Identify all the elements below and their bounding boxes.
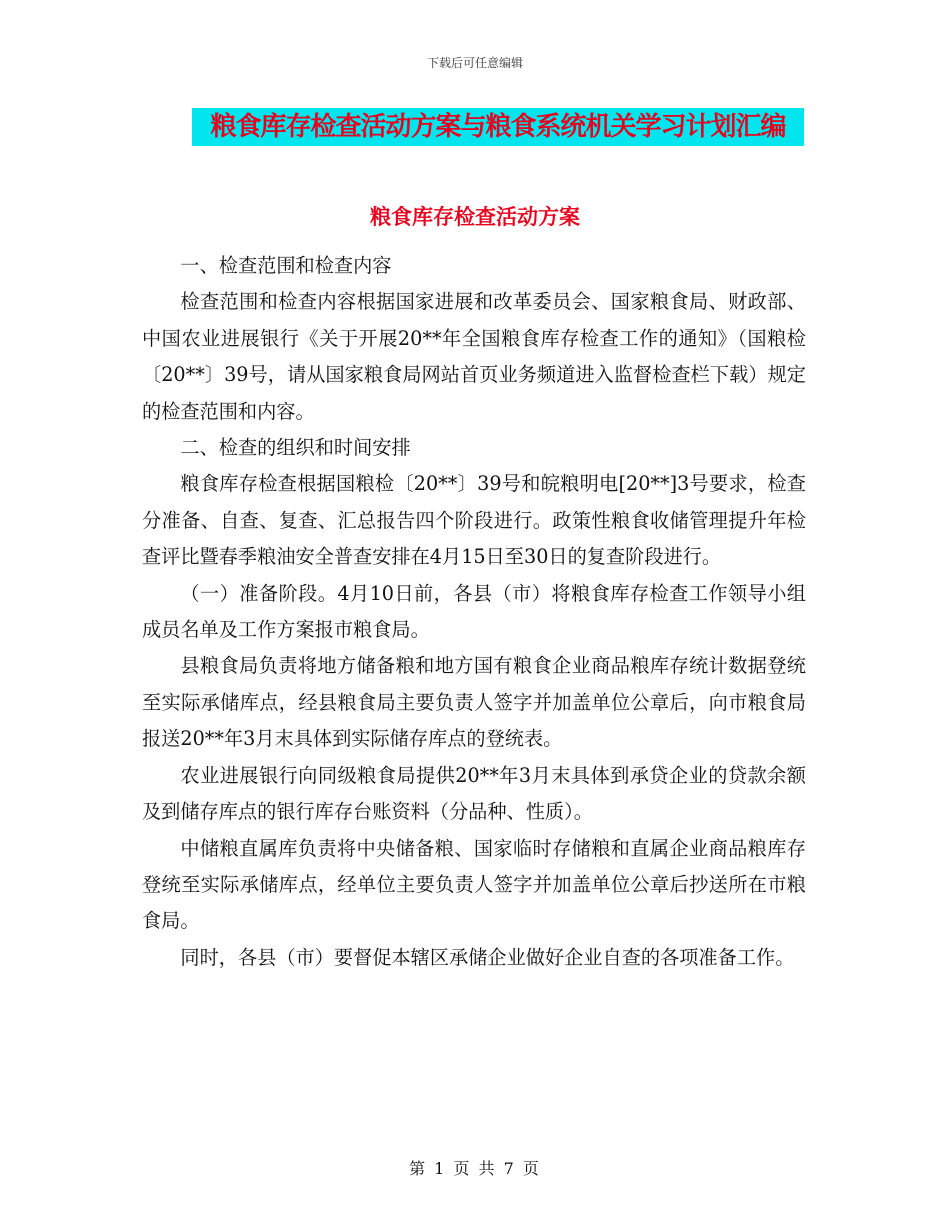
paragraph-organization: 粮食库存检查根据国粮检〔20**〕39号和皖粮明电[20**]3号要求，检查分准备、自查、复查、汇总报告四个阶段进行。政策性粮食收储管理提升年检查评比暨春季粮油安全普查安排在4月15日至30日的复查阶段进行。 <box>142 472 806 569</box>
heading-scope: 一、检查范围和检查内容 <box>180 254 392 277</box>
section-title: 粮食库存检查活动方案 <box>370 205 580 229</box>
paragraph-bank: 农业进展银行向同级粮食局提供20**年3月末具体到承贷企业的贷款余额及到储存库点的银行库存台账资料（分品种、性质）。 <box>142 763 806 824</box>
paragraph-sinograin: 中储粮直属库负责将中央储备粮、国家临时存储粮和直属企业商品粮库存登统至实际承储库点，经单位主要负责人签字并加盖单位公章后抄送所在市粮食局。 <box>142 836 806 933</box>
heading-organization: 二、检查的组织和时间安排 <box>180 436 411 460</box>
paragraph-county-bureau: 县粮食局负责将地方储备粮和地方国有粮食企业商品粮库存统计数据登统至实际承储库点，经县粮食局主要负责人签字并加盖单位公章后，向市粮食局报送20**年3月末具体到实际储存库点的登统表。 <box>142 654 806 751</box>
paragraph-preparation: （一）准备阶段。4月10日前，各县（市）将粮食库存检查工作领导小组成员名单及工作方案报市粮食局。 <box>142 581 806 642</box>
document-main-title: 粮食库存检查活动方案与粮食系统机关学习计划汇编 <box>192 108 804 146</box>
paragraph-scope: 检查范围和检查内容根据国家进展和改革委员会、国家粮食局、财政部、中国农业进展银行《关于开展20**年全国粮食库存检查工作的通知》（国粮检〔20**〕39号，请从国家粮食局网站首页业务频道进入监督检查栏下载）规定的检查范围和内容。 <box>142 290 806 423</box>
page-number-footer: 第 1 页 共 7 页 <box>409 1159 541 1178</box>
document-body <box>142 248 806 976</box>
paragraph-self-check: 同时，各县（市）要督促本辖区承储企业做好企业自查的各项准备工作。 <box>180 945 795 969</box>
header-note: 下载后可任意编辑 <box>426 56 523 70</box>
